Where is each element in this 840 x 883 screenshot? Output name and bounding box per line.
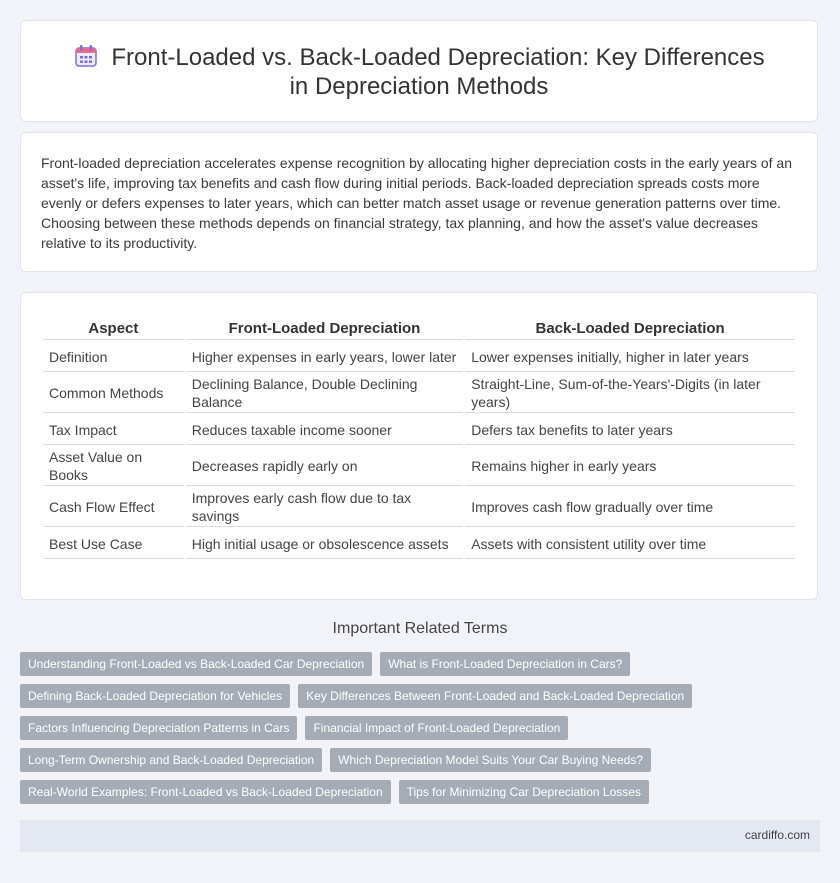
related-term-tag[interactable]: Financial Impact of Front-Loaded Depreciation	[305, 716, 568, 740]
related-term-tag[interactable]: Real-World Examples: Front-Loaded vs Back-Loaded Depreciation	[20, 780, 391, 804]
table-row	[43, 529, 795, 559]
table-cell-aspect: Tax Impact	[43, 415, 184, 445]
table-cell-aspect: Common Methods	[43, 374, 184, 413]
page-title	[61, 43, 777, 101]
table-cell-front-loaded: Reduces taxable income sooner	[186, 415, 463, 445]
related-terms-list	[20, 652, 820, 804]
table-row	[43, 447, 795, 486]
table-cell-aspect: Definition	[43, 342, 184, 372]
footer-site-link[interactable]: cardiffo.com	[744, 828, 810, 842]
page-title-text: Front-Loaded vs. Back-Loaded Depreciation: Key Differences in Depreciation Methods	[111, 44, 765, 100]
table-cell-aspect: Cash Flow Effect	[43, 488, 184, 527]
column-header-back-loaded: Back-Loaded Depreciation	[465, 317, 795, 340]
table-cell-aspect: Best Use Case	[43, 529, 184, 559]
table-cell-back-loaded: Defers tax benefits to later years	[465, 415, 795, 445]
related-term-tag[interactable]: Understanding Front-Loaded vs Back-Loaded Car Depreciation	[20, 652, 372, 676]
table-cell-front-loaded: Improves early cash flow due to tax savings	[186, 488, 463, 527]
intro-paragraph: Front-loaded depreciation accelerates expense recognition by allocating higher depreciation costs in the early years of an asset's life, improving tax benefits and cash flow during initial periods. Back-loaded depreciation spreads costs more evenly or defers expenses to later years, which can better match asset usage or revenue generation patterns over time. Choosing between these methods depends on financial strategy, tax planning, and how the asset's value decreases relative to its productivity.	[41, 155, 793, 251]
related-term-tag[interactable]: Factors Influencing Depreciation Patterns in Cars	[20, 716, 297, 740]
comparison-table	[41, 315, 797, 561]
comparison-table-card	[20, 292, 818, 600]
table-cell-back-loaded: Lower expenses initially, higher in later years	[465, 342, 795, 372]
related-term-tag[interactable]: What is Front-Loaded Depreciation in Cars?	[380, 652, 630, 676]
intro-card	[20, 132, 818, 272]
related-term-tag[interactable]: Tips for Minimizing Car Depreciation Losses	[399, 780, 649, 804]
related-term-tag[interactable]: Defining Back-Loaded Depreciation for Vehicles	[20, 684, 290, 708]
table-row	[43, 488, 795, 527]
related-term-tag[interactable]: Key Differences Between Front-Loaded and Back-Loaded Depreciation	[298, 684, 692, 708]
header	[61, 43, 777, 101]
header-card	[20, 20, 818, 122]
table-row	[43, 415, 795, 445]
calendar-icon	[73, 43, 99, 69]
table-cell-front-loaded: Decreases rapidly early on	[186, 447, 463, 486]
related-terms-title: Important Related Terms	[332, 620, 508, 637]
related-term-tag[interactable]: Long-Term Ownership and Back-Loaded Depreciation	[20, 748, 322, 772]
table-header-row	[43, 317, 795, 340]
table-row	[43, 374, 795, 413]
related-term-tag[interactable]: Which Depreciation Model Suits Your Car Buying Needs?	[330, 748, 651, 772]
column-header-front-loaded: Front-Loaded Depreciation	[186, 317, 463, 340]
table-cell-aspect: Asset Value on Books	[43, 447, 184, 486]
table-cell-front-loaded: Higher expenses in early years, lower later	[186, 342, 463, 372]
table-cell-back-loaded: Straight-Line, Sum-of-the-Years'-Digits (in later years)	[465, 374, 795, 413]
table-cell-front-loaded: High initial usage or obsolescence assets	[186, 529, 463, 559]
table-cell-back-loaded: Improves cash flow gradually over time	[465, 488, 795, 527]
table-cell-back-loaded: Remains higher in early years	[465, 447, 795, 486]
table-cell-back-loaded: Assets with consistent utility over time	[465, 529, 795, 559]
column-header-aspect: Aspect	[43, 317, 184, 340]
footer	[20, 820, 820, 852]
table-cell-front-loaded: Declining Balance, Double Declining Balance	[186, 374, 463, 413]
table-row	[43, 342, 795, 372]
